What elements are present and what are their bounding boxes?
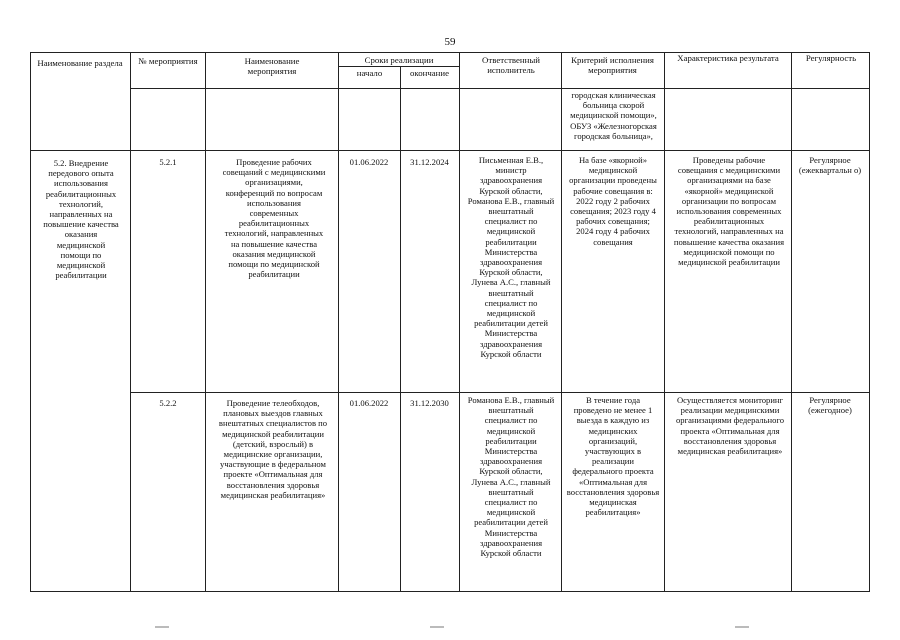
header-result: Характеристика результата <box>677 53 779 63</box>
row2-criterion: В течение года проведено не менее 1 выезда в каждую из медицинских организаций, участвующих в реализации федерального проекта «Оптимальная для восстановления здоровья медицинская реабилитация» <box>566 395 660 518</box>
col-divider <box>205 52 206 592</box>
header-activity-name: Наименование мероприятия <box>244 56 300 77</box>
row-divider <box>130 392 870 393</box>
row1-criterion: На базе «якорной» медицинской организации проведены рабочие совещания в: 2022 году 2 рабочих совещания; 2023 году 4 рабочих совещания; 2024 году 4 рабочих совещания <box>569 155 657 247</box>
header-bottom-line <box>130 88 870 89</box>
header-section-name: Наименование раздела <box>37 58 123 68</box>
row2-responsible: Романова Е.В., главный внештатный специалист по медицинской реабилитации Министерства здравоохранения Курской области, Лунева А.С., главный внештатный специалист по медицинской реабилитации детей Министерства здравоохранения Курской области <box>467 395 555 559</box>
terms-subheader-line <box>338 66 459 67</box>
page-number: 59 <box>444 36 456 48</box>
header-term-start: начало <box>356 68 383 78</box>
row2-end: 31.12.2030 <box>410 398 449 408</box>
scan-artifact <box>735 626 749 628</box>
header-criterion: Критерий исполнения мероприятия <box>571 55 654 76</box>
row1-regularity: Регулярное (ежеквартальн о) <box>798 155 862 176</box>
row2-name: Проведение телеобходов, плановых выездов главных внештатных специалистов по медицинской реабилитации (детский, взрослый) в медицинские организации, участвующие в федеральном проекте «Оптимальная для восстановления здоровья медицинская реабилитация» <box>218 398 328 500</box>
col-divider <box>664 52 665 592</box>
header-responsible: Ответственный исполнитель <box>482 55 540 76</box>
row1-start: 01.06.2022 <box>349 157 389 167</box>
row1-result: Проведены рабочие совещания с медицинскими организациями на базе «якорной» медицинской организации по вопросам использования современных реабилитационных технологий, направленных на повышение качества оказания медицинской помощи по медицинской реабилитации <box>673 155 785 268</box>
row2-result: Осуществляется мониторинг реализации медицинскими организациями федерального проекта «Оптимальная для восстановления здоровья медицинская реабилитация» <box>675 395 785 457</box>
row2-regularity: Регулярное (ежегодное) <box>808 395 852 416</box>
header-terms: Сроки реализации <box>364 55 434 65</box>
scan-artifact <box>155 626 169 628</box>
row1-section: 5.2. Внедрение передового опыта использования реабилитационных технологий, направленных на повышение качества оказания медицинской помощи по медицинской реабилитации <box>43 158 119 281</box>
row2-start: 01.06.2022 <box>349 398 389 408</box>
scan-artifact <box>430 626 444 628</box>
col-divider <box>338 52 339 592</box>
col-divider <box>561 52 562 592</box>
header-activity-number: № мероприятия <box>138 56 198 66</box>
header-regularity: Регулярность <box>805 53 857 63</box>
col-divider <box>791 52 792 592</box>
row2-number: 5.2.2 <box>159 398 177 408</box>
table-frame <box>30 52 870 592</box>
continuation-criterion: городская клиническая больница скорой медицинской помощи», ОБУЗ «Железногорская городская больница», <box>570 90 657 141</box>
col-divider <box>130 52 131 592</box>
row1-responsible: Письменная Е.В., министр здравоохранения Курской области, Романова Е.В., главный внештатный специалист по медицинской реабилитации Министерства здравоохранения Курской области, Лунева А.С., главный внештатный специалист по медицинской реабилитации детей Министерства здравоохранения Курской области <box>467 155 555 359</box>
col-divider <box>459 52 460 592</box>
row1-number: 5.2.1 <box>159 157 177 167</box>
row-divider <box>30 150 870 151</box>
row1-name: Проведение рабочих совещаний с медицинскими организациями, конференций по вопросам использования современных реабилитационных технологий, направленных на повышение качества оказания медицинской помощи по медицинской реабилитации <box>222 157 326 280</box>
row1-end: 31.12.2024 <box>410 157 449 167</box>
header-term-end: окончание <box>410 68 449 78</box>
col-divider <box>400 66 401 592</box>
